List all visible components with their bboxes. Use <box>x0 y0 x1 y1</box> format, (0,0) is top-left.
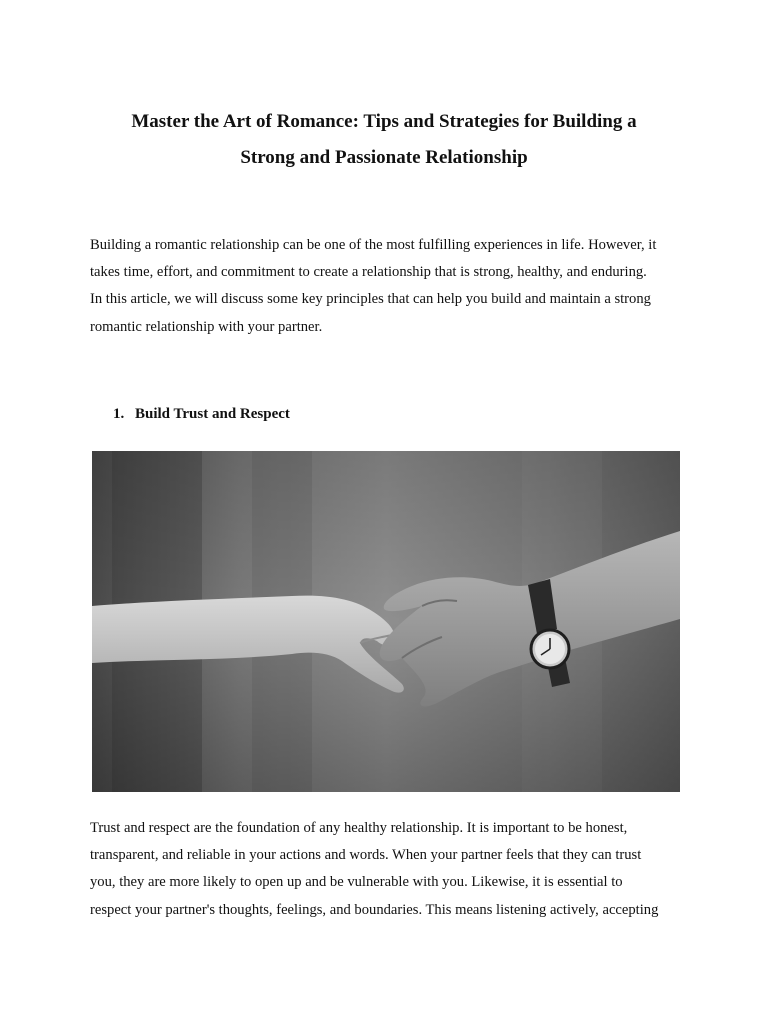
hands-photo <box>92 451 680 792</box>
paragraph-line: romantic relationship with your partner. <box>90 318 323 335</box>
title-line: Master the Art of Romance: Tips and Strategies for Building a <box>131 111 637 132</box>
paragraph-line: takes time, effort, and commitment to create a relationship that is strong, healthy, and enduring. <box>90 264 647 281</box>
title-line: Strong and Passionate Relationship <box>240 147 528 168</box>
section-number: 1. <box>113 406 125 422</box>
article-title <box>90 104 678 176</box>
intro-paragraph <box>90 232 690 341</box>
hands-photo-illustration <box>92 451 680 792</box>
paragraph-line: Trust and respect are the foundation of any healthy relationship. It is important to be honest, <box>90 820 628 836</box>
paragraph-line: Building a romantic relationship can be one of the most fulfilling experiences in life. However, it <box>90 237 657 253</box>
section-heading <box>113 402 290 426</box>
section-body-paragraph <box>90 815 690 924</box>
section-title: Build Trust and Respect <box>135 406 290 422</box>
paragraph-line: you, they are more likely to open up and be vulnerable with you. Likewise, it is essential to <box>90 874 623 891</box>
paragraph-line: In this article, we will discuss some key principles that can help you build and maintain a strong <box>90 291 651 308</box>
paragraph-line: transparent, and reliable in your actions and words. When your partner feels that they can trust <box>90 847 642 864</box>
paragraph-line: respect your partner's thoughts, feelings, and boundaries. This means listening actively, accepting <box>90 901 659 918</box>
